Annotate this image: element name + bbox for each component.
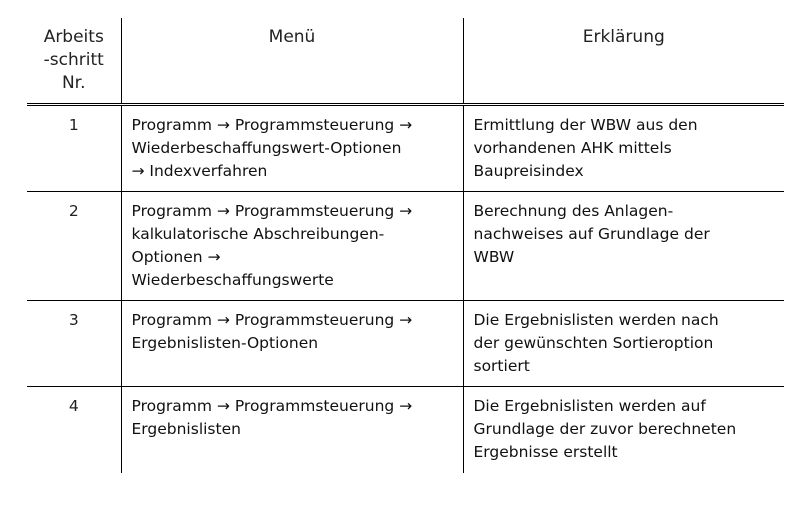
step-number-cell	[27, 301, 121, 387]
explanation-line: Ermittlung der WBW aus den	[473, 116, 698, 134]
table-header	[27, 18, 784, 105]
explanation-line: Ergebnisse erstellt	[473, 443, 618, 461]
table-row	[27, 387, 784, 473]
explanation-cell	[463, 301, 784, 387]
header-step-line: Nr.	[61, 73, 86, 93]
menu-path-line: kalkulatorische Abschreibungen-	[131, 225, 385, 243]
explanation-line: Grundlage der zuvor berechneten	[473, 420, 737, 438]
explanation-line: der gewünschten Sortieroption	[473, 334, 714, 352]
header-explanation	[463, 18, 784, 105]
header-step-line: -schritt	[43, 50, 104, 70]
menu-path-line: Programm → Programmsteuerung →	[131, 397, 413, 415]
explanation-line: Die Ergebnislisten werden nach	[473, 311, 719, 329]
table-row	[27, 301, 784, 387]
step-number-cell	[27, 387, 121, 473]
menu-steps-table	[27, 18, 784, 473]
menu-path-line: Programm → Programmsteuerung →	[131, 116, 413, 134]
table-body	[27, 105, 784, 473]
explanation-cell	[463, 105, 784, 192]
header-row	[27, 18, 784, 105]
explanation-cell	[463, 387, 784, 473]
explanation-line: vorhandenen AHK mittels	[473, 139, 672, 157]
table-row	[27, 105, 784, 192]
explanation-line: WBW	[473, 248, 515, 266]
table-row	[27, 192, 784, 301]
step-number: 1	[68, 116, 79, 134]
header-explanation-label: Erklärung	[582, 27, 665, 47]
header-step-line: Arbeits	[43, 27, 104, 47]
menu-path-line: Ergebnislisten-Optionen	[131, 334, 319, 352]
explanation-line: Berechnung des Anlagen-	[473, 202, 674, 220]
menu-path-line: Programm → Programmsteuerung →	[131, 202, 413, 220]
step-number: 4	[68, 397, 79, 415]
menu-path-cell	[121, 105, 463, 192]
menu-path-line: Wiederbeschaffungswert-Optionen	[131, 139, 402, 157]
explanation-line: sortiert	[473, 357, 530, 375]
menu-path-line: Wiederbeschaffungswerte	[131, 271, 334, 289]
menu-path-line: → Indexverfahren	[131, 162, 268, 180]
menu-steps-table-container	[27, 18, 784, 473]
step-number-cell	[27, 192, 121, 301]
step-number-cell	[27, 105, 121, 192]
menu-path-line: Programm → Programmsteuerung →	[131, 311, 413, 329]
step-number: 3	[68, 311, 79, 329]
explanation-line: nachweises auf Grundlage der	[473, 225, 710, 243]
explanation-cell	[463, 192, 784, 301]
header-menu-label: Menü	[268, 27, 316, 47]
explanation-line: Die Ergebnislisten werden auf	[473, 397, 706, 415]
menu-path-line: Ergebnislisten	[131, 420, 241, 438]
menu-path-cell	[121, 301, 463, 387]
menu-path-cell	[121, 192, 463, 301]
header-step-number	[27, 18, 121, 105]
header-menu	[121, 18, 463, 105]
menu-path-line: Optionen →	[131, 248, 221, 266]
explanation-line: Baupreisindex	[473, 162, 584, 180]
menu-path-cell	[121, 387, 463, 473]
step-number: 2	[68, 202, 79, 220]
